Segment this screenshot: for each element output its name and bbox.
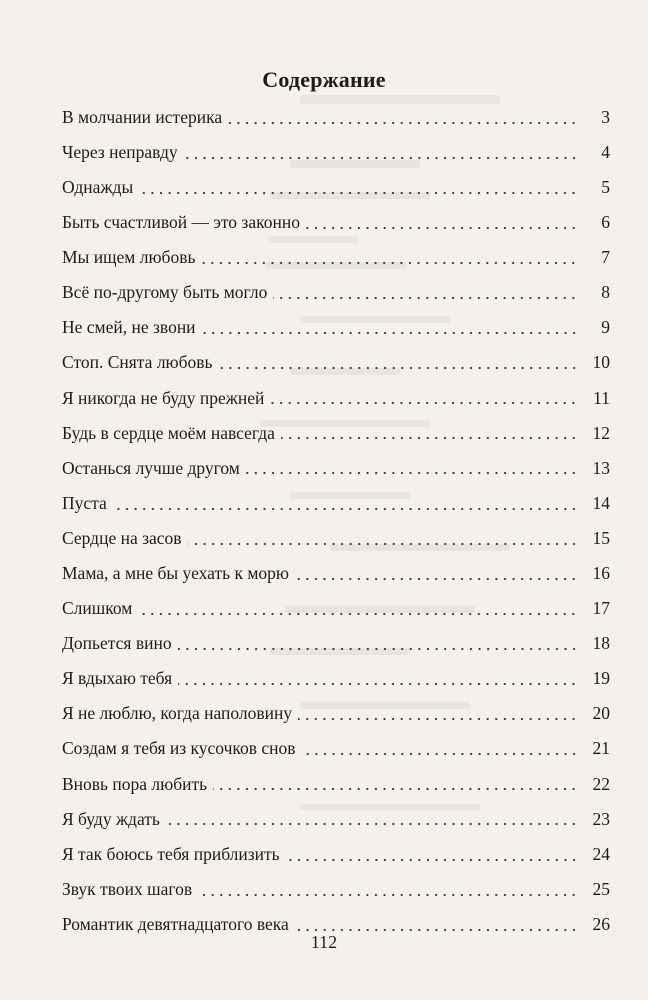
entry-title: Через неправду bbox=[62, 141, 178, 162]
toc-entry bbox=[62, 311, 610, 346]
dot-leader bbox=[201, 261, 578, 265]
dot-leader bbox=[246, 471, 578, 475]
toc-entry bbox=[62, 521, 610, 556]
entry-page-number: 9 bbox=[601, 317, 610, 338]
toc-entry bbox=[62, 451, 610, 486]
entry-page-number: 22 bbox=[592, 773, 610, 794]
entry-title: Допьется вино bbox=[62, 633, 172, 654]
entry-title: Не смей, не звони bbox=[62, 317, 196, 338]
toc-entry bbox=[62, 205, 610, 240]
entry-page-number: 20 bbox=[592, 703, 610, 724]
entry-page-number: 8 bbox=[601, 282, 610, 303]
entry-title: Пуста bbox=[62, 492, 107, 513]
entry-page-number: 13 bbox=[592, 457, 610, 478]
dot-leader bbox=[184, 156, 578, 160]
entry-page-number: 26 bbox=[592, 913, 610, 934]
dot-leader bbox=[298, 717, 578, 721]
dot-leader bbox=[302, 752, 578, 756]
entry-page-number: 11 bbox=[593, 387, 610, 408]
entry-page-number: 15 bbox=[592, 527, 610, 548]
entry-title: Звук твоих шагов bbox=[62, 878, 193, 899]
dot-leader bbox=[178, 647, 578, 651]
entry-page-number: 4 bbox=[601, 141, 610, 162]
entry-title: Романтик девятнадцатого века bbox=[62, 913, 289, 934]
entry-page-number: 17 bbox=[592, 598, 610, 619]
entry-page-number: 23 bbox=[592, 808, 610, 829]
entry-title: Вновь пора любить bbox=[62, 773, 208, 794]
entry-title: Я буду ждать bbox=[62, 808, 160, 829]
toc-entry bbox=[62, 100, 610, 135]
entry-page-number: 5 bbox=[601, 176, 610, 197]
entry-title: Создам я тебя из кусочков снов bbox=[62, 738, 296, 759]
toc-entry bbox=[62, 135, 610, 170]
page-folio: 112 bbox=[310, 932, 338, 952]
dot-leader bbox=[281, 436, 578, 440]
entry-page-number: 24 bbox=[592, 843, 610, 864]
entry-title: Сердце на засов bbox=[62, 527, 182, 548]
dot-leader bbox=[113, 507, 578, 511]
toc-entry bbox=[62, 170, 610, 205]
entry-title: Останься лучше другом bbox=[62, 457, 240, 478]
entry-title: Мама, а мне бы уехать к морю bbox=[62, 563, 289, 584]
toc-entry bbox=[62, 626, 610, 661]
page-title: Содержание bbox=[262, 66, 386, 92]
toc-entry bbox=[62, 556, 610, 591]
entry-title: Слишком bbox=[62, 598, 133, 619]
dot-leader bbox=[198, 893, 578, 897]
dot-leader bbox=[213, 787, 578, 791]
toc-entry bbox=[62, 662, 610, 697]
toc-entry bbox=[62, 802, 610, 837]
entry-title: Я не люблю, когда наполовину bbox=[62, 703, 293, 724]
entry-title: Всё по-другому быть могло bbox=[62, 282, 268, 303]
toc-entry bbox=[62, 240, 610, 275]
entry-page-number: 21 bbox=[592, 738, 610, 759]
dot-leader bbox=[273, 296, 578, 300]
dot-leader bbox=[306, 226, 578, 230]
dot-leader bbox=[202, 331, 578, 335]
entry-title: В молчании истерика bbox=[62, 106, 223, 127]
entry-title: Я так боюсь тебя приблизить bbox=[62, 843, 280, 864]
entry-title: Будь в сердце моём навсегда bbox=[62, 422, 275, 443]
dot-leader bbox=[178, 682, 578, 686]
entry-page-number: 14 bbox=[592, 492, 610, 513]
entry-page-number: 19 bbox=[592, 668, 610, 689]
entry-page-number: 18 bbox=[592, 633, 610, 654]
dot-leader bbox=[138, 612, 578, 616]
entry-page-number: 16 bbox=[592, 563, 610, 584]
entry-title: Стоп. Снята любовь bbox=[62, 352, 213, 373]
toc-entry bbox=[62, 591, 610, 626]
entry-page-number: 10 bbox=[592, 352, 610, 373]
toc-entry bbox=[62, 275, 610, 310]
entry-page-number: 12 bbox=[592, 422, 610, 443]
table-of-contents bbox=[62, 100, 610, 942]
toc-entry bbox=[62, 767, 610, 802]
toc-entry bbox=[62, 732, 610, 767]
entry-page-number: 7 bbox=[601, 247, 610, 268]
entry-title: Быть счастливой — это законно bbox=[62, 212, 300, 233]
dot-leader bbox=[219, 366, 578, 370]
dot-leader bbox=[228, 121, 578, 125]
toc-entry bbox=[62, 381, 610, 416]
dot-leader bbox=[166, 822, 578, 826]
entry-title: Я вдыхаю тебя bbox=[62, 668, 173, 689]
entry-title: Однажды bbox=[62, 176, 134, 197]
entry-title: Мы ищем любовь bbox=[62, 247, 196, 268]
toc-entry bbox=[62, 697, 610, 732]
entry-page-number: 6 bbox=[601, 212, 610, 233]
toc-entry bbox=[62, 837, 610, 872]
toc-entry bbox=[62, 486, 610, 521]
dot-leader bbox=[286, 858, 578, 862]
dot-leader bbox=[270, 401, 578, 405]
entry-title: Я никогда не буду прежней bbox=[62, 387, 265, 408]
toc-entry bbox=[62, 872, 610, 907]
dot-leader bbox=[188, 542, 578, 546]
toc-entry bbox=[62, 346, 610, 381]
dot-leader bbox=[295, 577, 578, 581]
toc-entry bbox=[62, 416, 610, 451]
entry-page-number: 3 bbox=[601, 106, 610, 127]
dot-leader bbox=[139, 191, 578, 195]
entry-page-number: 25 bbox=[592, 878, 610, 899]
